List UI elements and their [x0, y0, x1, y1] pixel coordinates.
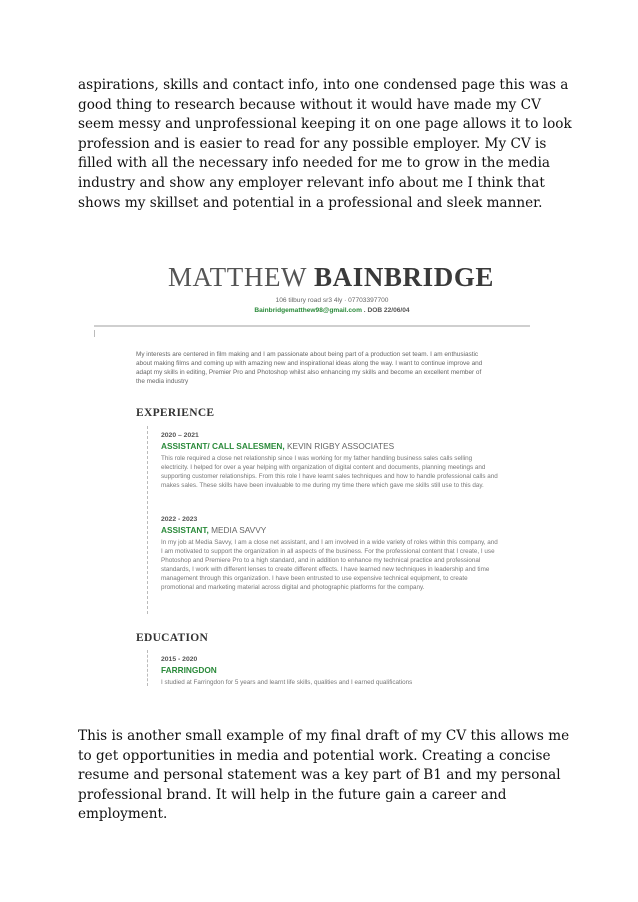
- entry-role: FARRINGDON: [161, 665, 217, 675]
- entry-org: MEDIA SAVVY: [211, 525, 267, 535]
- experience-entry: [161, 516, 501, 592]
- entry-dates: 2020 – 2021: [161, 432, 199, 439]
- cv-contact-line: [92, 307, 572, 314]
- intro-paragraph: aspirations, skills and contact info, into one condensed page this was a good thing to research because without it would have made my CV seem messy and unprofessional keeping it on one page allows it to look profession and is easier to read for any possible employer. My CV is filled with all the necessary info needed for me to grow in the media industry and show any employer relevant info about me I think that shows my skillset and potential in a professional and sleek manner.: [78, 77, 572, 211]
- cv-name: [146, 262, 516, 293]
- entry-description: This role required a close net relationship since I was working for my father handling business sales calls selling electricity. I helped for over a year helping with organization of digital content and documents, planning meetings and supporting customer relationships. From this role I have learnt sales techniques and how to handle professional calls and makes sales. These skills have been invaluable to me during my time there which gave me skills still use to this day.: [161, 455, 498, 489]
- entry-dates: 2015 - 2020: [161, 656, 198, 663]
- cv-last-name: BAINBRIDGE: [314, 262, 495, 292]
- entry-role: ASSISTANT,: [161, 525, 209, 535]
- education-entry: [161, 656, 501, 687]
- entry-role: ASSISTANT/ CALL SALESMEN,: [161, 441, 285, 451]
- entry-org: KEVIN RIGBY ASSOCIATES: [287, 441, 395, 451]
- experience-entry: [161, 432, 501, 490]
- entry-title: [161, 441, 501, 451]
- cv-email: Bainbridgematthew98@gmail.com: [254, 307, 362, 314]
- closing-paragraph: This is another small example of my final draft of my CV this allows me to get opportunities in media and potential work. Creating a concise resume and personal statement was a key part of B1 and my personal professional brand. It will help in the future gain a career and employment.: [78, 728, 570, 823]
- cv-image: [92, 256, 552, 696]
- cv-divider: [94, 325, 530, 327]
- cv-intro: My interests are centered in film making and I am passionate about being part of a production set team. I am enthusiastic about making films and coming up with amazing new and inspirational ideas along the way. I want to continue improve and adapt my skills in editing, Premier Pro and Photoshop whilst also enhancing my skills and become an excellent member of the media industry: [136, 351, 483, 385]
- cv-first-name: MATTHEW: [167, 262, 307, 292]
- education-timeline-line: [147, 650, 148, 686]
- entry-description: In my job at Media Savvy, I am a close net assistant, and I am involved in a wide variety of roles within this company, and I am motivated to support the organization in all aspects of the business. For the professional content that I create, I use Photoshop and Premiere Pro to a high standard, and in addition to enhance my technical practice and professional standards, I work with different lenses to create different effects. I have learned new techniques in leadership and time management through this organization. I have been entrusted to use expensive technical equipment, to create promotional and marketing material across digital and photographic platforms for the company.: [161, 539, 498, 591]
- entry-title: [161, 665, 501, 675]
- experience-timeline-line: [147, 426, 148, 614]
- entry-title: [161, 525, 501, 535]
- cv-corner-mark: [94, 330, 95, 337]
- experience-heading: EXPERIENCE: [136, 407, 215, 419]
- entry-dates: 2022 - 2023: [161, 516, 198, 523]
- entry-description: I studied at Farringdon for 5 years and learnt life skills, qualities and I earned qualifications: [161, 679, 413, 686]
- education-heading: EDUCATION: [136, 632, 209, 644]
- cv-address: 106 tilbury road sr3 4ly · 07703397700: [275, 297, 389, 304]
- cv-dob: . DOB 22/06/04: [363, 307, 410, 314]
